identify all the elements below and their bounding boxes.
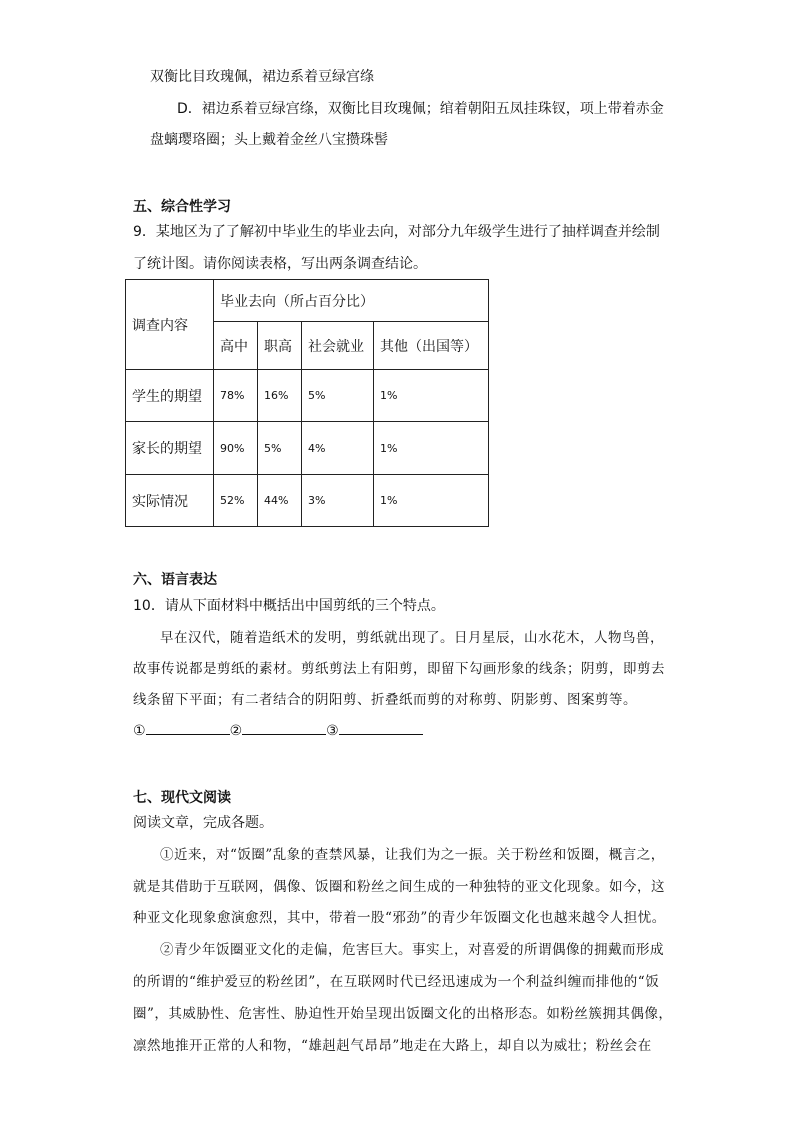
answer-label-2: ② <box>229 723 243 739</box>
row-label: 学生的期望 <box>126 370 214 422</box>
answer-blank-1[interactable] <box>146 720 230 735</box>
column-header: 高中 <box>214 322 258 370</box>
table-cell: 78% <box>214 370 258 422</box>
row-header-cell: 调查内容 <box>126 280 214 370</box>
option-d-line2: 盘螭璎珞圈；头上戴着金丝八宝攒珠髻 <box>150 132 388 148</box>
answer-label-3: ③ <box>326 723 339 739</box>
table-row <box>126 475 489 527</box>
article-p2-line3: 圈”，其威胁性、危害性、胁迫性开始呈现出饭圈文化的出格形态。如粉丝簇拥其偶像， <box>133 1006 673 1022</box>
section6-title: 六、语言表达 <box>133 572 217 588</box>
option-d-line1: D．裙边系着豆绿宫绦，双衡比目玫瑰佩；绾着朝阳五凤挂珠钗，项上带着赤金 <box>177 101 664 117</box>
article-p2-line2: 的所谓的“维护爱豆的粉丝团”，在互联网时代已经迅速成为一个利益纠缠而排他的“饭 <box>133 974 660 990</box>
column-header: 其他（出国等） <box>374 322 489 370</box>
article-p1-line1: ①近来，对“饭圈”乱象的查禁风暴，让我们为之一振。关于粉丝和饭圈，概言之， <box>160 847 665 863</box>
row-label: 实际情况 <box>126 475 214 527</box>
row-label: 家长的期望 <box>126 422 214 475</box>
group-header-cell: 毕业去向（所占百分比） <box>214 280 489 322</box>
table-cell: 16% <box>258 370 302 422</box>
option-c-tail: 双衡比目玫瑰佩，裙边系着豆绿宫绦 <box>150 69 374 85</box>
table-cell: 5% <box>258 422 302 475</box>
answer-blank-3[interactable] <box>339 720 423 735</box>
q10-prompt: 10．请从下面材料中概括出中国剪纸的三个特点。 <box>133 598 445 614</box>
section7-instruction: 阅读文章，完成各题。 <box>133 815 273 831</box>
passage-line1: 早在汉代，随着造纸术的发明，剪纸就出现了。日月星辰，山水花木，人物鸟兽， <box>160 630 664 646</box>
table-cell: 5% <box>302 370 374 422</box>
article-p2-line4: 凛然地推开正常的人和物，“雄赳赳气昂昂”地走在大路上，却自以为威壮；粉丝会在 <box>133 1038 652 1054</box>
passage-line2: 故事传说都是剪纸的素材。剪纸剪法上有阳剪，即留下勾画形象的线条；阴剪，即剪去 <box>133 661 665 677</box>
table-cell: 1% <box>374 422 489 475</box>
table-row <box>126 370 489 422</box>
column-header: 社会就业 <box>302 322 374 370</box>
q9-line1: 9．某地区为了了解初中毕业生的毕业去向，对部分九年级学生进行了抽样调查并绘制 <box>133 224 660 240</box>
table-cell: 44% <box>258 475 302 527</box>
article-p1-line2: 就是其借助于互联网，偶像、饭圈和粉丝之间生成的一种独特的亚文化现象。如今，这 <box>133 879 665 895</box>
section5-title: 五、综合性学习 <box>133 199 231 215</box>
answer-blank-2[interactable] <box>242 720 326 735</box>
passage-line3: 线条留下平面；有二者结合的阴阳剪、折叠纸而剪的对称剪、阴影剪、图案剪等。 <box>133 692 637 708</box>
table-cell: 90% <box>214 422 258 475</box>
answer-label-1: ① <box>133 723 146 739</box>
table-cell: 1% <box>374 370 489 422</box>
section7-title: 七、现代文阅读 <box>133 790 231 806</box>
answer-blanks <box>133 720 423 741</box>
survey-table <box>125 279 489 527</box>
q9-line2: 了统计图。请你阅读表格，写出两条调查结论。 <box>133 256 427 272</box>
table-row <box>126 422 489 475</box>
column-header: 职高 <box>258 322 302 370</box>
article-p2-line1: ②青少年饭圈亚文化的走偏，危害巨大。事实上，对喜爱的所谓偶像的拥戴而形成 <box>160 942 664 958</box>
table-cell: 1% <box>374 475 489 527</box>
table-cell: 4% <box>302 422 374 475</box>
table-cell: 52% <box>214 475 258 527</box>
table-cell: 3% <box>302 475 374 527</box>
article-p1-line3: 种亚文化现象愈演愈烈，其中，带着一股“邪劲”的青少年饭圈文化也越来越令人担忧。 <box>133 910 666 926</box>
